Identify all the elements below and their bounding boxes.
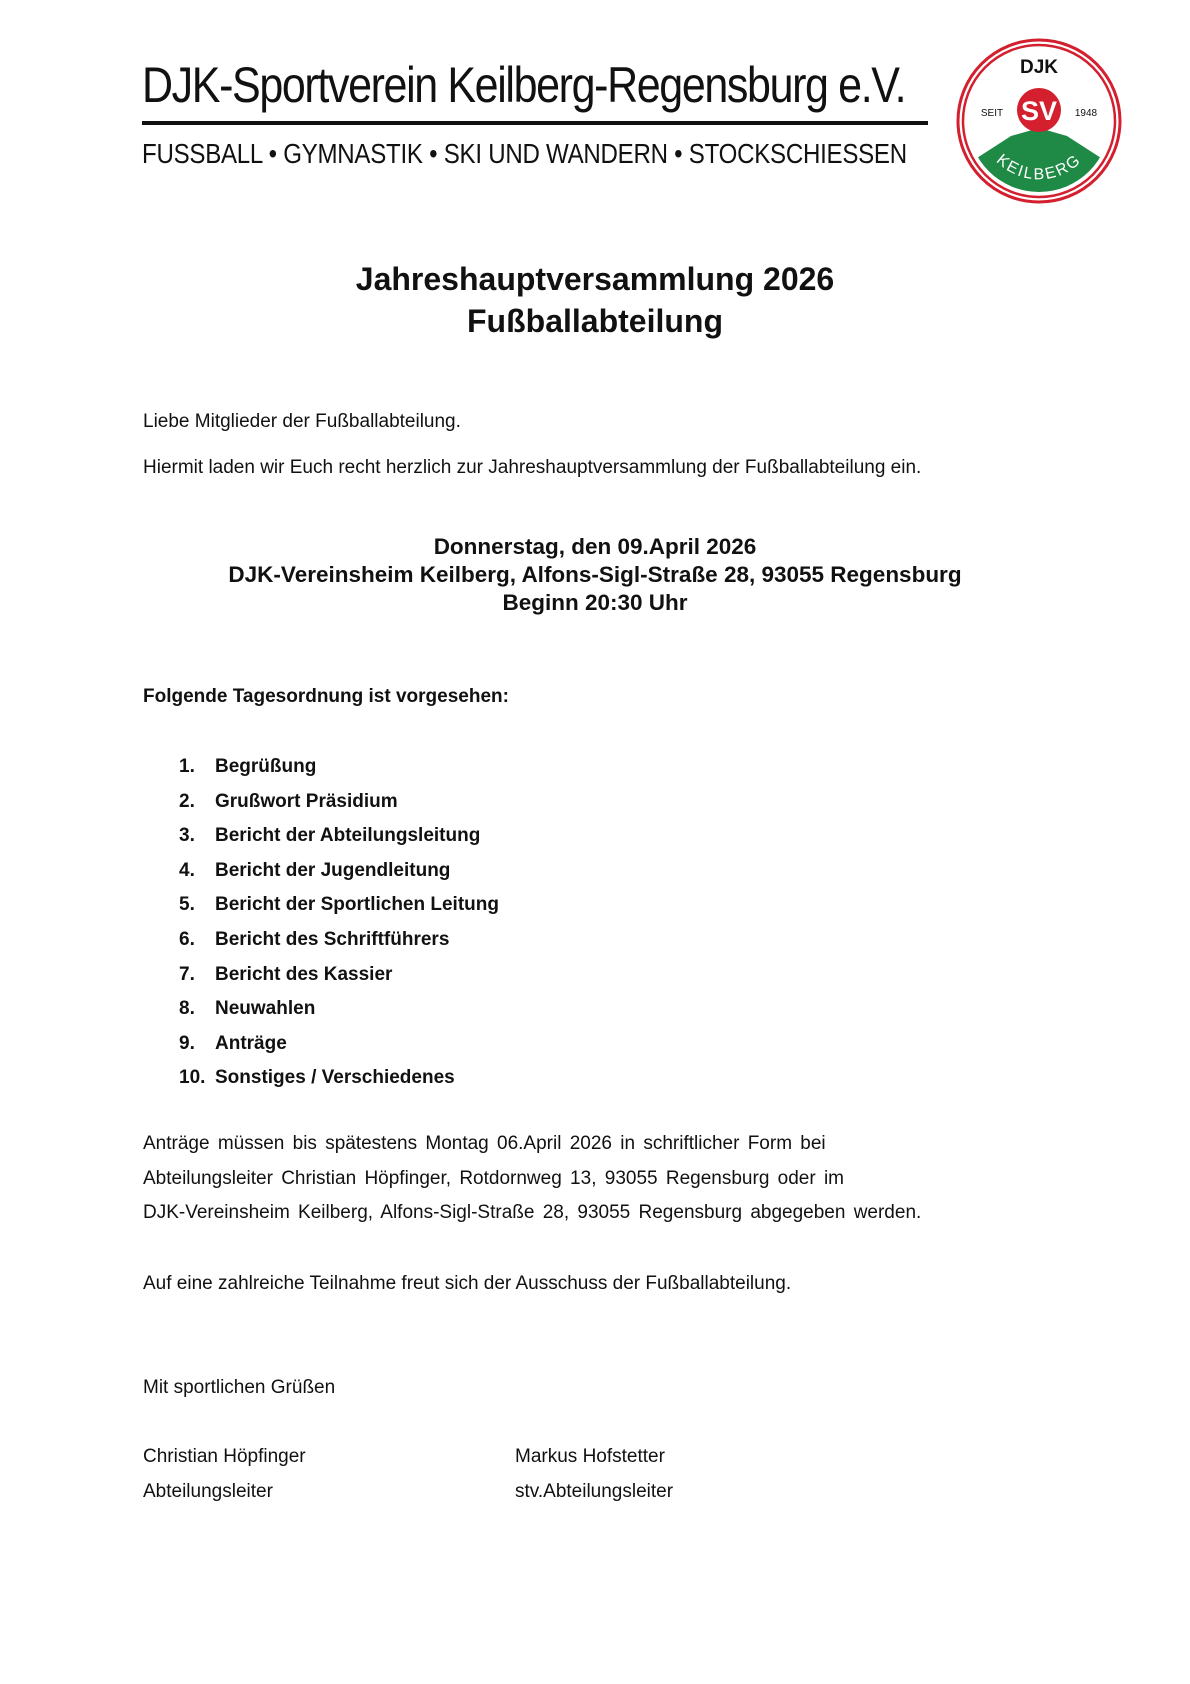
agenda-item-label: Neuwahlen — [215, 998, 316, 1020]
event-location: DJK-Vereinsheim Keilberg, Alfons-Sigl-Straße 28, 93055 Regensburg — [228, 562, 962, 587]
agenda-item-number: 6. — [179, 928, 195, 950]
agenda-item — [179, 860, 499, 895]
event-time: Beginn 20:30 Uhr — [502, 590, 688, 615]
document-title — [0, 258, 1190, 342]
title-line-1: Jahreshauptversammlung 2026 — [355, 261, 835, 297]
agenda-item-number: 1. — [179, 756, 195, 777]
header-divider — [142, 121, 928, 125]
agenda-item-label: Begrüßung — [215, 756, 317, 777]
agenda-item-label: Bericht der Sportlichen Leitung — [215, 894, 499, 916]
salutation: Mit sportlichen Grüßen — [143, 1377, 336, 1398]
agenda-item — [179, 929, 499, 964]
club-name: DJK-Sportverein Keilberg-Regensburg e.V. — [142, 57, 906, 113]
proposal-line-1: Anträge müssen bis spätestens Montag 06.April 2026 in schriftlicher Form bei — [143, 1133, 826, 1154]
proposal-note — [143, 1133, 921, 1237]
agenda-list — [179, 756, 499, 1102]
agenda-item — [179, 894, 499, 929]
agenda-item-number: 7. — [179, 963, 195, 985]
signature-2 — [515, 1446, 673, 1515]
agenda-item-label: Grußwort Präsidium — [215, 790, 398, 812]
agenda-item-number: 5. — [179, 894, 195, 916]
agenda-item-label: Bericht der Abteilungsleitung — [215, 825, 481, 847]
closing-note: Auf eine zahlreiche Teilnahme freut sich der Ausschuss der Fußballabteilung. — [143, 1273, 792, 1294]
event-date: Donnerstag, den 09.April 2026 — [433, 534, 757, 559]
signature-1 — [143, 1446, 306, 1515]
signature-role: Abteilungsleiter — [143, 1480, 273, 1502]
greeting: Liebe Mitglieder der Fußballabteilung. — [143, 411, 461, 432]
agenda-item-label: Bericht des Kassier — [215, 963, 393, 985]
invitation-text: Hiermit laden wir Euch recht herzlich zur Jahreshauptversammlung der Fußballabteilung ein. — [143, 457, 922, 478]
agenda-item — [179, 791, 499, 826]
agenda-item-number: 10. — [179, 1067, 206, 1089]
agenda-item-number: 3. — [179, 825, 195, 847]
agenda-item — [179, 998, 499, 1033]
logo-center-text: SV — [1020, 96, 1058, 126]
agenda-item — [179, 1067, 499, 1102]
agenda-item — [179, 1033, 499, 1068]
logo-right-text: 1948 — [1074, 108, 1098, 119]
agenda-item — [179, 825, 499, 860]
logo-left-text: SEIT — [980, 108, 1004, 119]
logo-top-text: DJK — [1019, 57, 1059, 78]
agenda-heading: Folgende Tagesordnung ist vorgesehen: — [143, 686, 509, 707]
event-details — [0, 533, 1190, 617]
signature-name: Christian Höpfinger — [143, 1446, 306, 1467]
club-logo-icon — [956, 38, 1122, 204]
agenda-item — [179, 756, 499, 791]
agenda-item-number: 2. — [179, 790, 195, 812]
logo-bottom-text: KEILBERG — [993, 151, 1085, 184]
signature-role: stv.Abteilungsleiter — [515, 1480, 674, 1502]
agenda-item-number: 8. — [179, 998, 195, 1020]
signature-name: Markus Hofstetter — [515, 1446, 665, 1467]
club-departments: FUSSBALL • GYMNASTIK • SKI UND WANDERN • STOCKSCHIESSEN — [142, 138, 907, 169]
agenda-item-label: Bericht der Jugendleitung — [215, 859, 451, 881]
proposal-line-3: DJK-Vereinsheim Keilberg, Alfons-Sigl-Straße 28, 93055 Regensburg abgegeben werden. — [143, 1202, 922, 1224]
agenda-item-label: Sonstiges / Verschiedenes — [215, 1067, 455, 1089]
agenda-item — [179, 964, 499, 999]
agenda-item-label: Anträge — [215, 1032, 287, 1054]
agenda-item-number: 4. — [179, 859, 195, 881]
agenda-item-number: 9. — [179, 1032, 195, 1054]
agenda-item-label: Bericht des Schriftführers — [215, 928, 450, 950]
proposal-line-2: Abteilungsleiter Christian Höpfinger, Rotdornweg 13, 93055 Regensburg oder im — [143, 1167, 845, 1189]
title-line-2: Fußballabteilung — [467, 303, 723, 339]
